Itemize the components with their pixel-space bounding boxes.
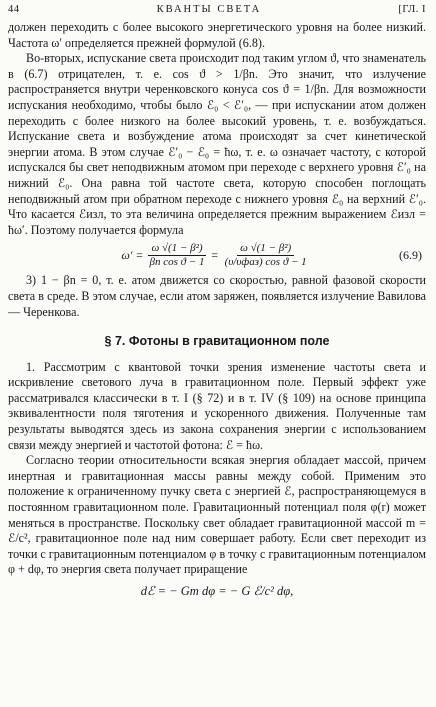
paragraph: 1. Рассмотрим с квантовой точки зрения изменение частоты света и искривление светового луча в гравитационном поле. Первый эффект уже рассматривался классически в т. I (§ 72) и в т. IV (§ 109) на основе принципа эквивалентности поля тяготения и ускоренного движения. Полученные там результаты выводятся здесь из закона сохранения энергии с использованием связи между энергией и частотой фотона: ℰ = ħω. [8, 359, 426, 452]
paragraph: Во-вторых, испускание света происходит под таким углом ϑ, что знаменатель в (6.7) отрицателен, т. е. cos ϑ > 1/βn. Это значит, что излучение распространяется внутри черенковского конуса cos ϑ = 1/βn. Для возможности испускания необходимо, чтобы было ℰ₀ < ℰ′₀, — при испускании атом должен переходить с более низкого на более высокий уровень, т. е. возбуждаться. Испускание света и возбуждение атома происходят за счет кинетической энергии атома. В этом случае ℰ′₀ − ℰ₀ = ħω, т. е. ω означает частоту, с которой испускался бы свет неподвижным атомом при переходе с верхнего уровня ℰ′₀ на нижний ℰ₀. Она равна той частоте света, которую способен поглощать неподвижный атом при обратном переходе с нижнего уровня ℰ₀ на верхний ℰ′₀. Что касается ℰизл, то эта величина определяется прежним выражением ℰизл = ħω′. Поэтому получается формула [8, 51, 426, 237]
formula-lhs: ω′ = [121, 248, 144, 263]
fraction-denominator: βn cos ϑ − 1 [149, 256, 205, 269]
paragraph: Согласно теории относительности всякая энергия обладает массой, причем инертная и гравитационная массы равны между собой. Применим это положение к ограниченному пучку света с энергией ℰ, распространяющемуся в постоянном гравитационном поле. Гравитационный потенциал поля φ(r) может меняться в пространстве. Поскольку свет обладает гравитационной массой m = ℰ/c², гравитационное поле над ним совершает работу. Если свет переходит из точки с гравитационным потенциалом φ в точку с гравитационным потенциалом φ + dφ, то энергия света получает приращение [8, 453, 426, 577]
chapter-label: [ГЛ. I [398, 4, 426, 15]
paragraph: 3) 1 − βn = 0, т. е. атом движется со скоростью, равной фазовой скорости света в среде. В этом случае, если атом заряжен, появляется излучение Вавилова — Черенкова. [8, 273, 426, 319]
running-title: КВАНТЫ СВЕТА [156, 4, 262, 15]
section-title: § 7. Фотоны в гравитационном поле [104, 334, 330, 349]
equals-sign: = [210, 248, 219, 263]
equation-number: (6.9) [399, 248, 422, 263]
fraction [222, 242, 310, 269]
formula-6-9 [8, 242, 426, 269]
fraction [147, 242, 208, 269]
display-formula: dℰ = − Gm dφ = − G ℰ/c² dφ, [140, 584, 294, 598]
fraction-numerator: ω √(1 − β²) [237, 242, 294, 256]
paragraph: должен переходить с более высокого энергетического уровня на более низкий. Частота ω′ определяется прежней формулой (6.8). [8, 20, 426, 50]
page-number: 44 [8, 4, 20, 15]
fraction-numerator: ω √(1 − β²) [148, 242, 205, 256]
fraction-denominator: (υ/υфаз) cos ϑ − 1 [224, 256, 307, 269]
running-header [8, 4, 426, 20]
page-body [8, 20, 426, 600]
